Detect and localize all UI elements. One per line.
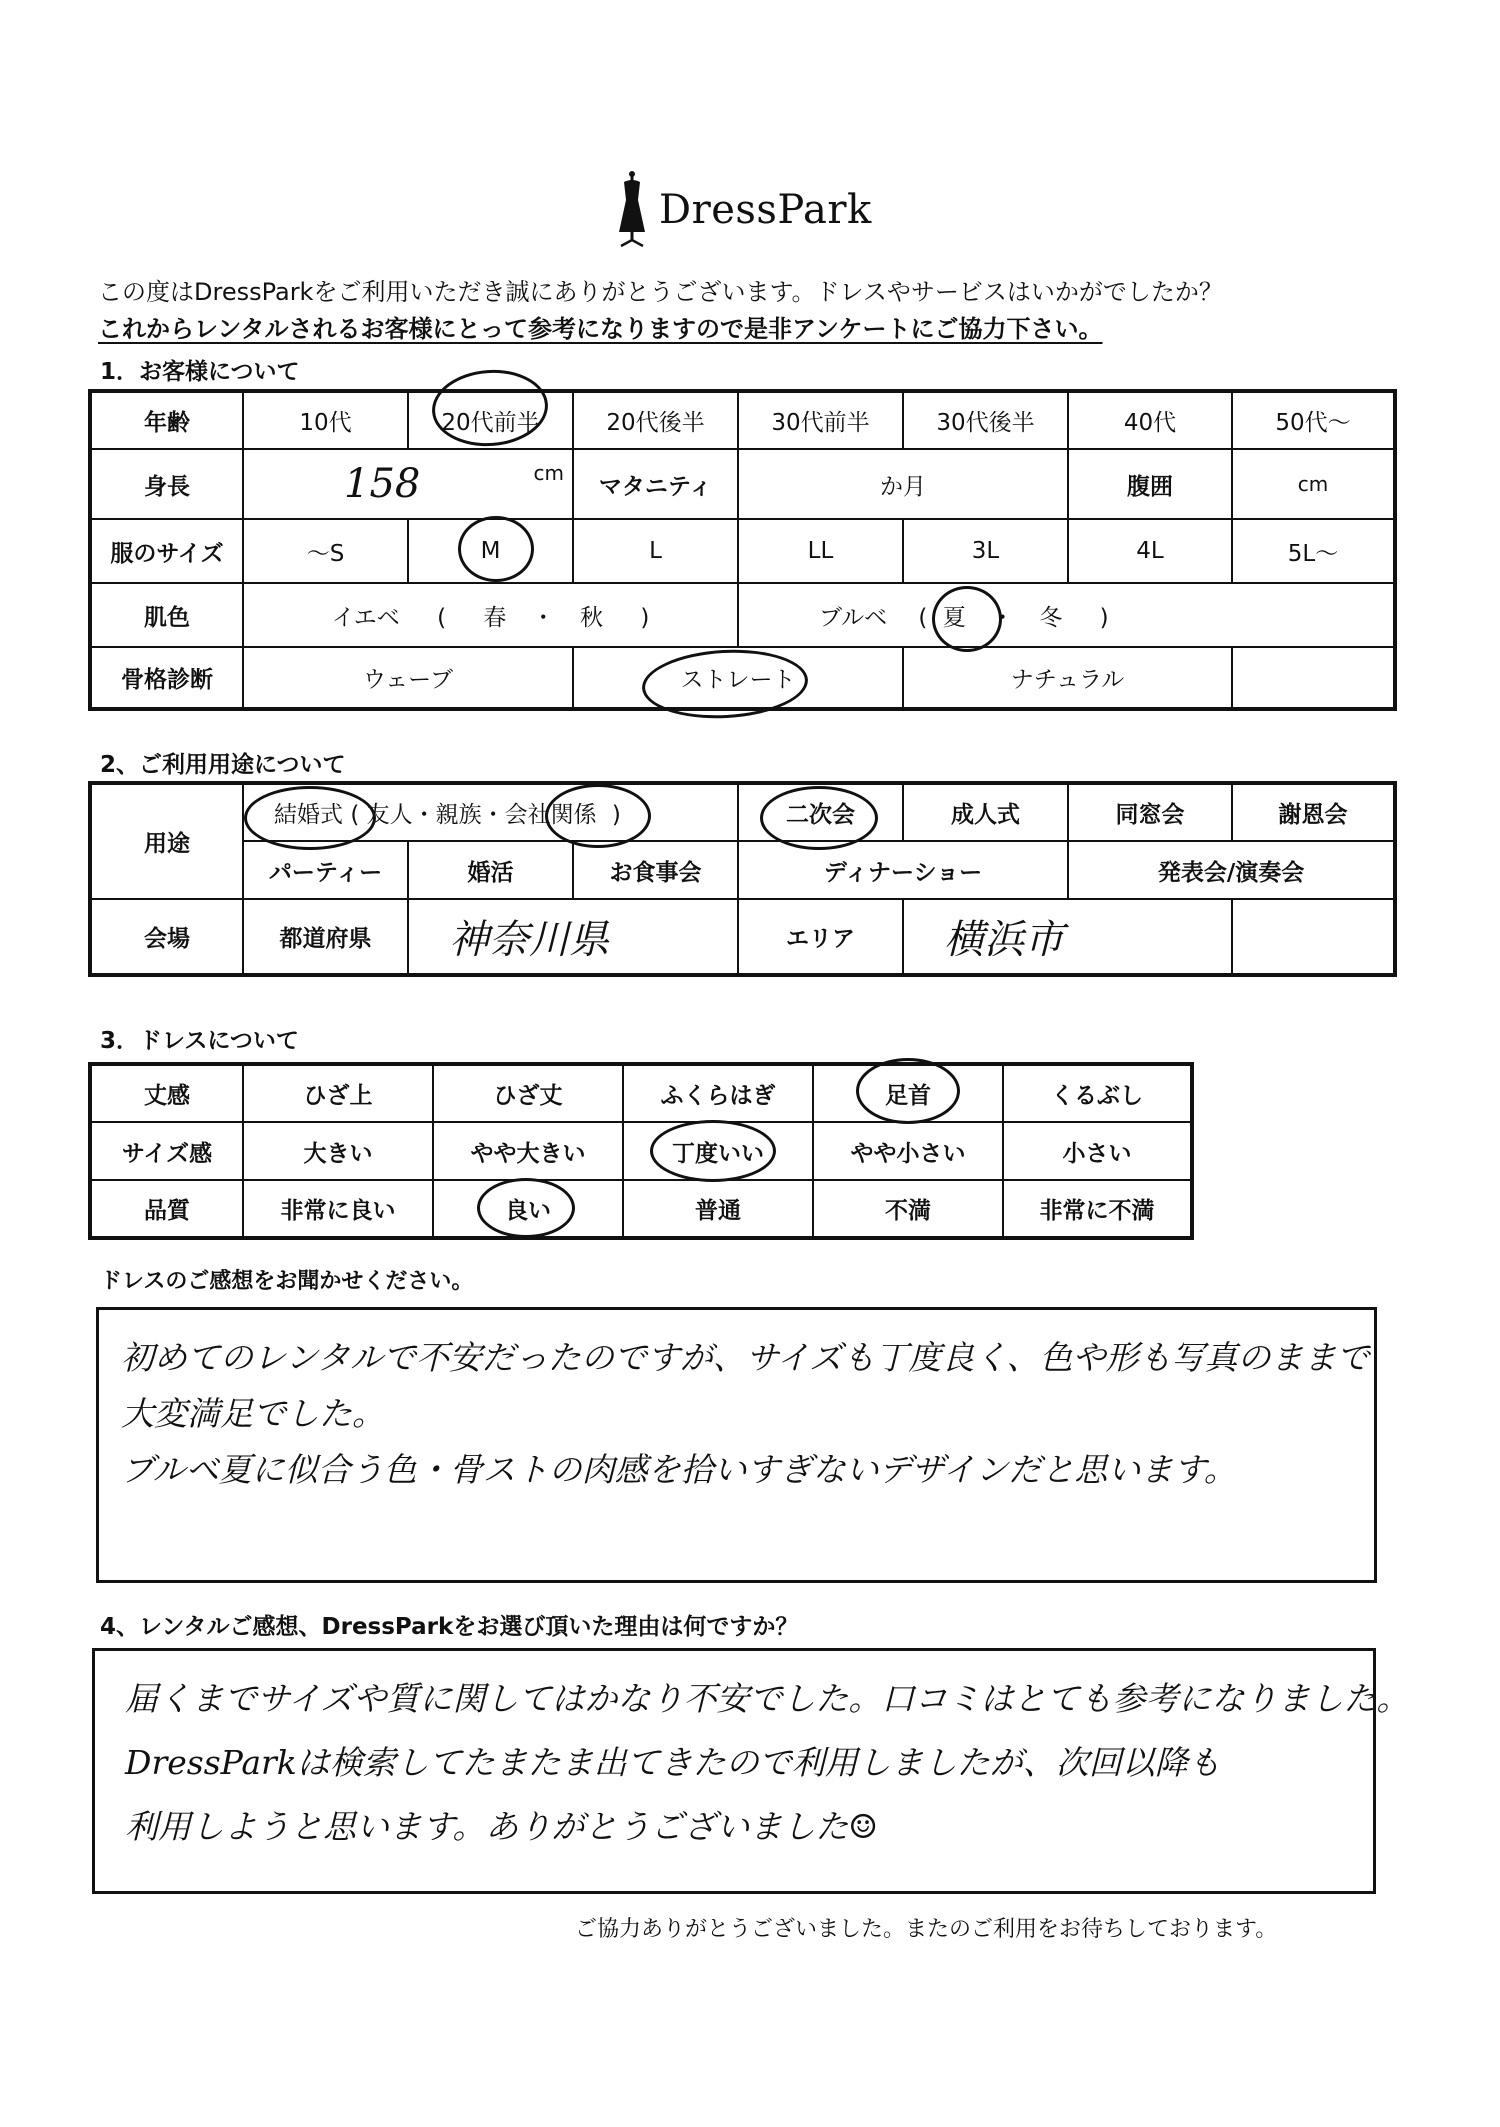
quality-row: [90, 1180, 1192, 1238]
wedding-company[interactable]: 会社関係: [504, 802, 597, 828]
paren-close: ): [611, 802, 621, 828]
selection-circle: [856, 1058, 960, 1124]
fit-option[interactable]: 小さい: [1003, 1122, 1192, 1180]
age-option[interactable]: 50代～: [1232, 391, 1395, 449]
waist-field[interactable]: [1232, 449, 1395, 519]
height-value: 158: [344, 461, 421, 507]
logo: [615, 165, 872, 255]
paren-close: ): [1099, 604, 1109, 631]
fit-option[interactable]: やや小さい: [813, 1122, 1003, 1180]
paren-open: (: [350, 802, 360, 828]
size-label: 服のサイズ: [90, 519, 243, 583]
skin-row: [90, 583, 1395, 647]
usage-option[interactable]: 成人式: [903, 783, 1068, 841]
maternity-label: マタニティ: [573, 449, 738, 519]
area-field[interactable]: [903, 899, 1232, 975]
size-option[interactable]: LL: [738, 519, 903, 583]
size-option[interactable]: M: [408, 519, 573, 583]
skin-blue-option[interactable]: [738, 583, 1395, 647]
selection-circle: [458, 516, 534, 582]
length-label: 丈感: [90, 1064, 243, 1122]
age-option[interactable]: 30代後半: [903, 391, 1068, 449]
skeleton-option[interactable]: ストレート: [573, 647, 903, 709]
impression-line: 大変満足でした。: [121, 1394, 385, 1433]
reason-line: DressParkは検索してたまたま出てきたので利用しましたが、次回以降も: [125, 1743, 1221, 1782]
height-row: [90, 449, 1395, 519]
age-row: [90, 391, 1395, 449]
prefecture-value: 神奈川県: [449, 917, 609, 963]
quality-option[interactable]: 非常に良い: [243, 1180, 433, 1238]
usage-option[interactable]: 謝恩会: [1232, 783, 1395, 841]
selection-circle: [650, 1120, 776, 1182]
age-option[interactable]: 20代後半: [573, 391, 738, 449]
length-option[interactable]: 足首: [813, 1064, 1003, 1122]
usage-option[interactable]: 婚活: [408, 841, 573, 899]
wedding-family[interactable]: 親族: [435, 802, 482, 828]
skeleton-label: 骨格診断: [90, 647, 243, 709]
height-unit: cm: [533, 461, 564, 485]
quality-label: 品質: [90, 1180, 243, 1238]
section3-title: 3．ドレスについて: [100, 1028, 299, 1054]
area-label: エリア: [738, 899, 903, 975]
length-option[interactable]: ひざ丈: [433, 1064, 623, 1122]
intro-request: これからレンタルされるお客様にとって参考になりますので是非アンケートにご協力下さい。: [98, 315, 1103, 343]
skin-blue-name: ブルベ: [819, 604, 888, 631]
impression-line: ブルベ夏に似合う色・骨ストの肉感を拾いすぎないデザインだと思います。: [121, 1450, 1237, 1489]
separator-dot: ・: [481, 802, 505, 828]
impression-line: 初めてのレンタルで不安だったのですが、サイズも丁度良く、色や形も写真のままで: [121, 1338, 1370, 1377]
skin-yellow-option[interactable]: [243, 583, 738, 647]
skeleton-option[interactable]: ナチュラル: [903, 647, 1232, 709]
selection-circle: [932, 586, 1002, 652]
quality-option[interactable]: 非常に不満: [1003, 1180, 1192, 1238]
selection-circle: [545, 784, 651, 848]
skin-spring[interactable]: 春: [483, 604, 507, 631]
usage-option[interactable]: お食事会: [573, 841, 738, 899]
reason-line: 利用しようと思います。ありがとうございました☺: [125, 1807, 878, 1846]
prefecture-field[interactable]: [408, 899, 738, 975]
skin-yellow-name: イエベ: [331, 604, 400, 631]
usage-option[interactable]: 二次会: [738, 783, 903, 841]
age-option[interactable]: 40代: [1068, 391, 1232, 449]
usage-label: 用途: [90, 783, 243, 899]
venue-row: [90, 899, 1395, 975]
section1-title: 1．お客様について: [100, 359, 300, 385]
quality-option[interactable]: 普通: [623, 1180, 813, 1238]
fit-row: [90, 1122, 1192, 1180]
maternity-field[interactable]: [738, 449, 1068, 519]
wedding-friend[interactable]: 友人: [366, 802, 413, 828]
fit-label: サイズ感: [90, 1122, 243, 1180]
usage-option[interactable]: パーティー: [243, 841, 408, 899]
usage-option[interactable]: 同窓会: [1068, 783, 1232, 841]
length-option[interactable]: ふくらはぎ: [623, 1064, 813, 1122]
section2-title: 2、ご利用用途について: [100, 752, 346, 778]
size-option[interactable]: ～S: [243, 519, 408, 583]
impression-label: ドレスのご感想をお聞かせください。: [100, 1269, 474, 1294]
venue-label: 会場: [90, 899, 243, 975]
selection-circle: [477, 1178, 575, 1238]
reason-line: 届くまでサイズや質に関してはかなり不安でした。口コミはとても参考になりました。: [125, 1679, 1410, 1718]
size-option[interactable]: 4L: [1068, 519, 1232, 583]
size-option[interactable]: 3L: [903, 519, 1068, 583]
age-option[interactable]: 20代前半: [408, 391, 573, 449]
selection-circle: [244, 786, 376, 850]
age-label: 年齢: [90, 391, 243, 449]
skin-label: 肌色: [90, 583, 243, 647]
area-value: 横浜市: [944, 917, 1065, 963]
reason-textarea[interactable]: [92, 1648, 1410, 1894]
age-option[interactable]: 30代前半: [738, 391, 903, 449]
size-option[interactable]: L: [573, 519, 738, 583]
maternity-unit: か月: [880, 473, 926, 500]
waist-unit: cm: [1297, 472, 1329, 496]
usage-option[interactable]: 発表会/演奏会: [1068, 841, 1395, 899]
impression-textarea[interactable]: [96, 1307, 1377, 1583]
fit-option[interactable]: やや大きい: [433, 1122, 623, 1180]
dress-table: [88, 1062, 1194, 1240]
selection-circle: [760, 786, 878, 850]
usage-option[interactable]: ディナーショー: [738, 841, 1068, 899]
height-label: 身長: [90, 449, 243, 519]
length-option[interactable]: くるぶし: [1003, 1064, 1192, 1122]
logo-text: DressPark: [659, 187, 872, 233]
paren-open: (: [437, 604, 447, 631]
quality-option[interactable]: 良い: [433, 1180, 623, 1238]
age-option[interactable]: 10代: [243, 391, 408, 449]
fit-option[interactable]: 大きい: [243, 1122, 433, 1180]
prefecture-label: 都道府県: [243, 899, 408, 975]
separator-dot: ・: [412, 802, 436, 828]
skin-winter[interactable]: 冬: [1039, 604, 1063, 631]
wedding-label[interactable]: 結婚式: [274, 802, 343, 828]
length-row: [90, 1064, 1192, 1122]
skeleton-option[interactable]: ウェーブ: [243, 647, 573, 709]
length-option[interactable]: ひざ上: [243, 1064, 433, 1122]
paren-open: (: [918, 604, 928, 631]
empty-cell: [1232, 899, 1395, 975]
quality-option[interactable]: 不満: [813, 1180, 1003, 1238]
fit-option[interactable]: 丁度いい: [623, 1122, 813, 1180]
size-option[interactable]: 5L～: [1232, 519, 1395, 583]
skin-autumn[interactable]: 秋: [580, 604, 604, 631]
paren-close: ): [640, 604, 650, 631]
dress-form-icon: [615, 170, 649, 250]
skin-summer[interactable]: 夏: [942, 604, 966, 631]
height-field[interactable]: [243, 449, 573, 519]
separator-dot: ・: [531, 604, 555, 631]
empty-cell: [1232, 647, 1395, 709]
waist-label: 腹囲: [1068, 449, 1232, 519]
usage-row-2: [90, 841, 1395, 899]
footer-message: ご協力ありがとうございました。またのご利用をお待ちしております。: [575, 1917, 1278, 1942]
size-row: [90, 519, 1395, 583]
section4-title: 4、レンタルご感想、DressParkをお選び頂いた理由は何ですか？: [100, 1614, 799, 1640]
separator-dot: ・: [991, 604, 1015, 631]
intro-text: この度はDressParkをご利用いただき誠にありがとうございます。ドレスやサービスはいかがでしたか？: [98, 278, 1223, 306]
